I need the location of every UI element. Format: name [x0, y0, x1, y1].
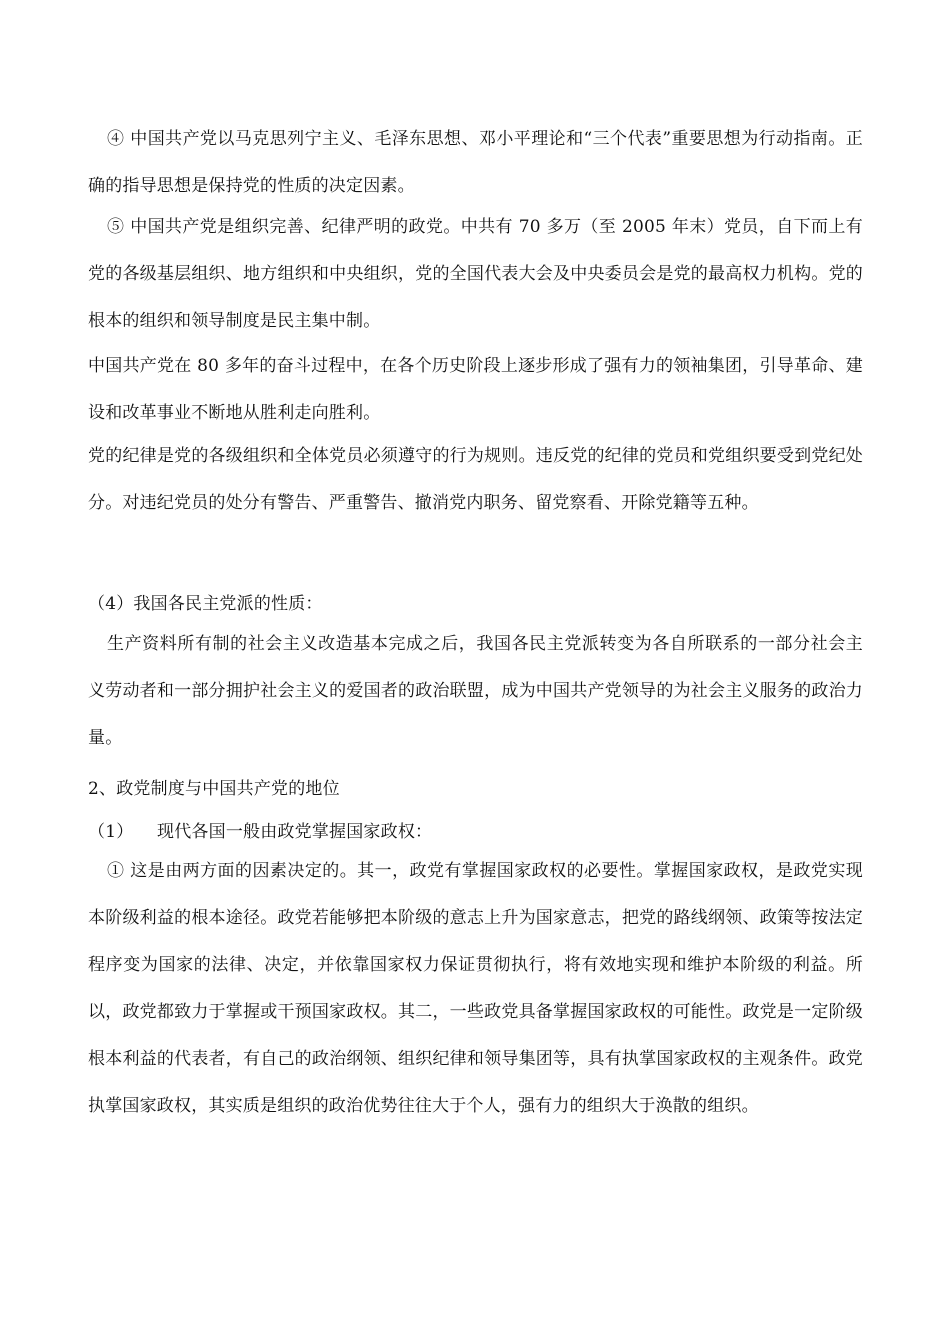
paragraph-democratic-parties: 生产资料所有制的社会主义改造基本完成之后，我国各民主党派转变为各自所联系的一部分社会主义劳动者和一部分拥护社会主义的爱国者的政治联盟，成为中国共产党领导的为社会主义服务的政治力量。	[88, 634, 863, 748]
section-heading-party-system: 2、政党制度与中国共产党的地位	[88, 779, 340, 799]
subheading-state-power: （1） 现代各国一般由政党掌握国家政权：	[88, 822, 433, 842]
section-heading-democratic-parties: （4）我国各民主党派的性质：	[88, 594, 323, 614]
paragraph-leadership-group: 中国共产党在 80 多年的奋斗过程中，在各个历史阶段上逐步形成了强有力的领袖集团，引导革命、建设和改革事业不断地从胜利走向胜利。	[88, 356, 863, 423]
paragraph-party-discipline: 党的纪律是党的各级组织和全体党员必须遵守的行为规则。违反党的纪律的党员和党组织要受到党纪处分。对违纪党员的处分有警告、严重警告、撤消党内职务、留党察看、开除党籍等五种。	[88, 446, 863, 513]
paragraph-guiding-ideology: ④ 中国共产党以马克思列宁主义、毛泽东思想、邓小平理论和“三个代表”重要思想为行动指南。正确的指导思想是保持党的性质的决定因素。	[88, 129, 863, 196]
paragraph-state-power-reasons: ① 这是由两方面的因素决定的。其一，政党有掌握国家政权的必要性。掌握国家政权，是政党实现本阶级利益的根本途径。政党若能够把本阶级的意志上升为国家意志，把党的路线纲领、政策等按法定程序变为国家的法律、决定，并依靠国家权力保证贯彻执行，将有效地实现和维护本阶级的利益。所以，政党都致力于掌握或干预国家政权。其二，一些政党具备掌握国家政权的可能性。政党是一定阶级根本利益的代表者，有自己的政治纲领、组织纪律和领导集团等，具有执掌国家政权的主观条件。政党执掌国家政权，其实质是组织的政治优势往往大于个人，强有力的组织大于涣散的组织。	[88, 861, 863, 1116]
paragraph-party-organization: ⑤ 中国共产党是组织完善、纪律严明的政党。中共有 70 多万（至 2005 年末）党员，自下而上有党的各级基层组织、地方组织和中央组织，党的全国代表大会及中央委员会是党的最高权力机构。党的根本的组织和领导制度是民主集中制。	[88, 217, 863, 331]
